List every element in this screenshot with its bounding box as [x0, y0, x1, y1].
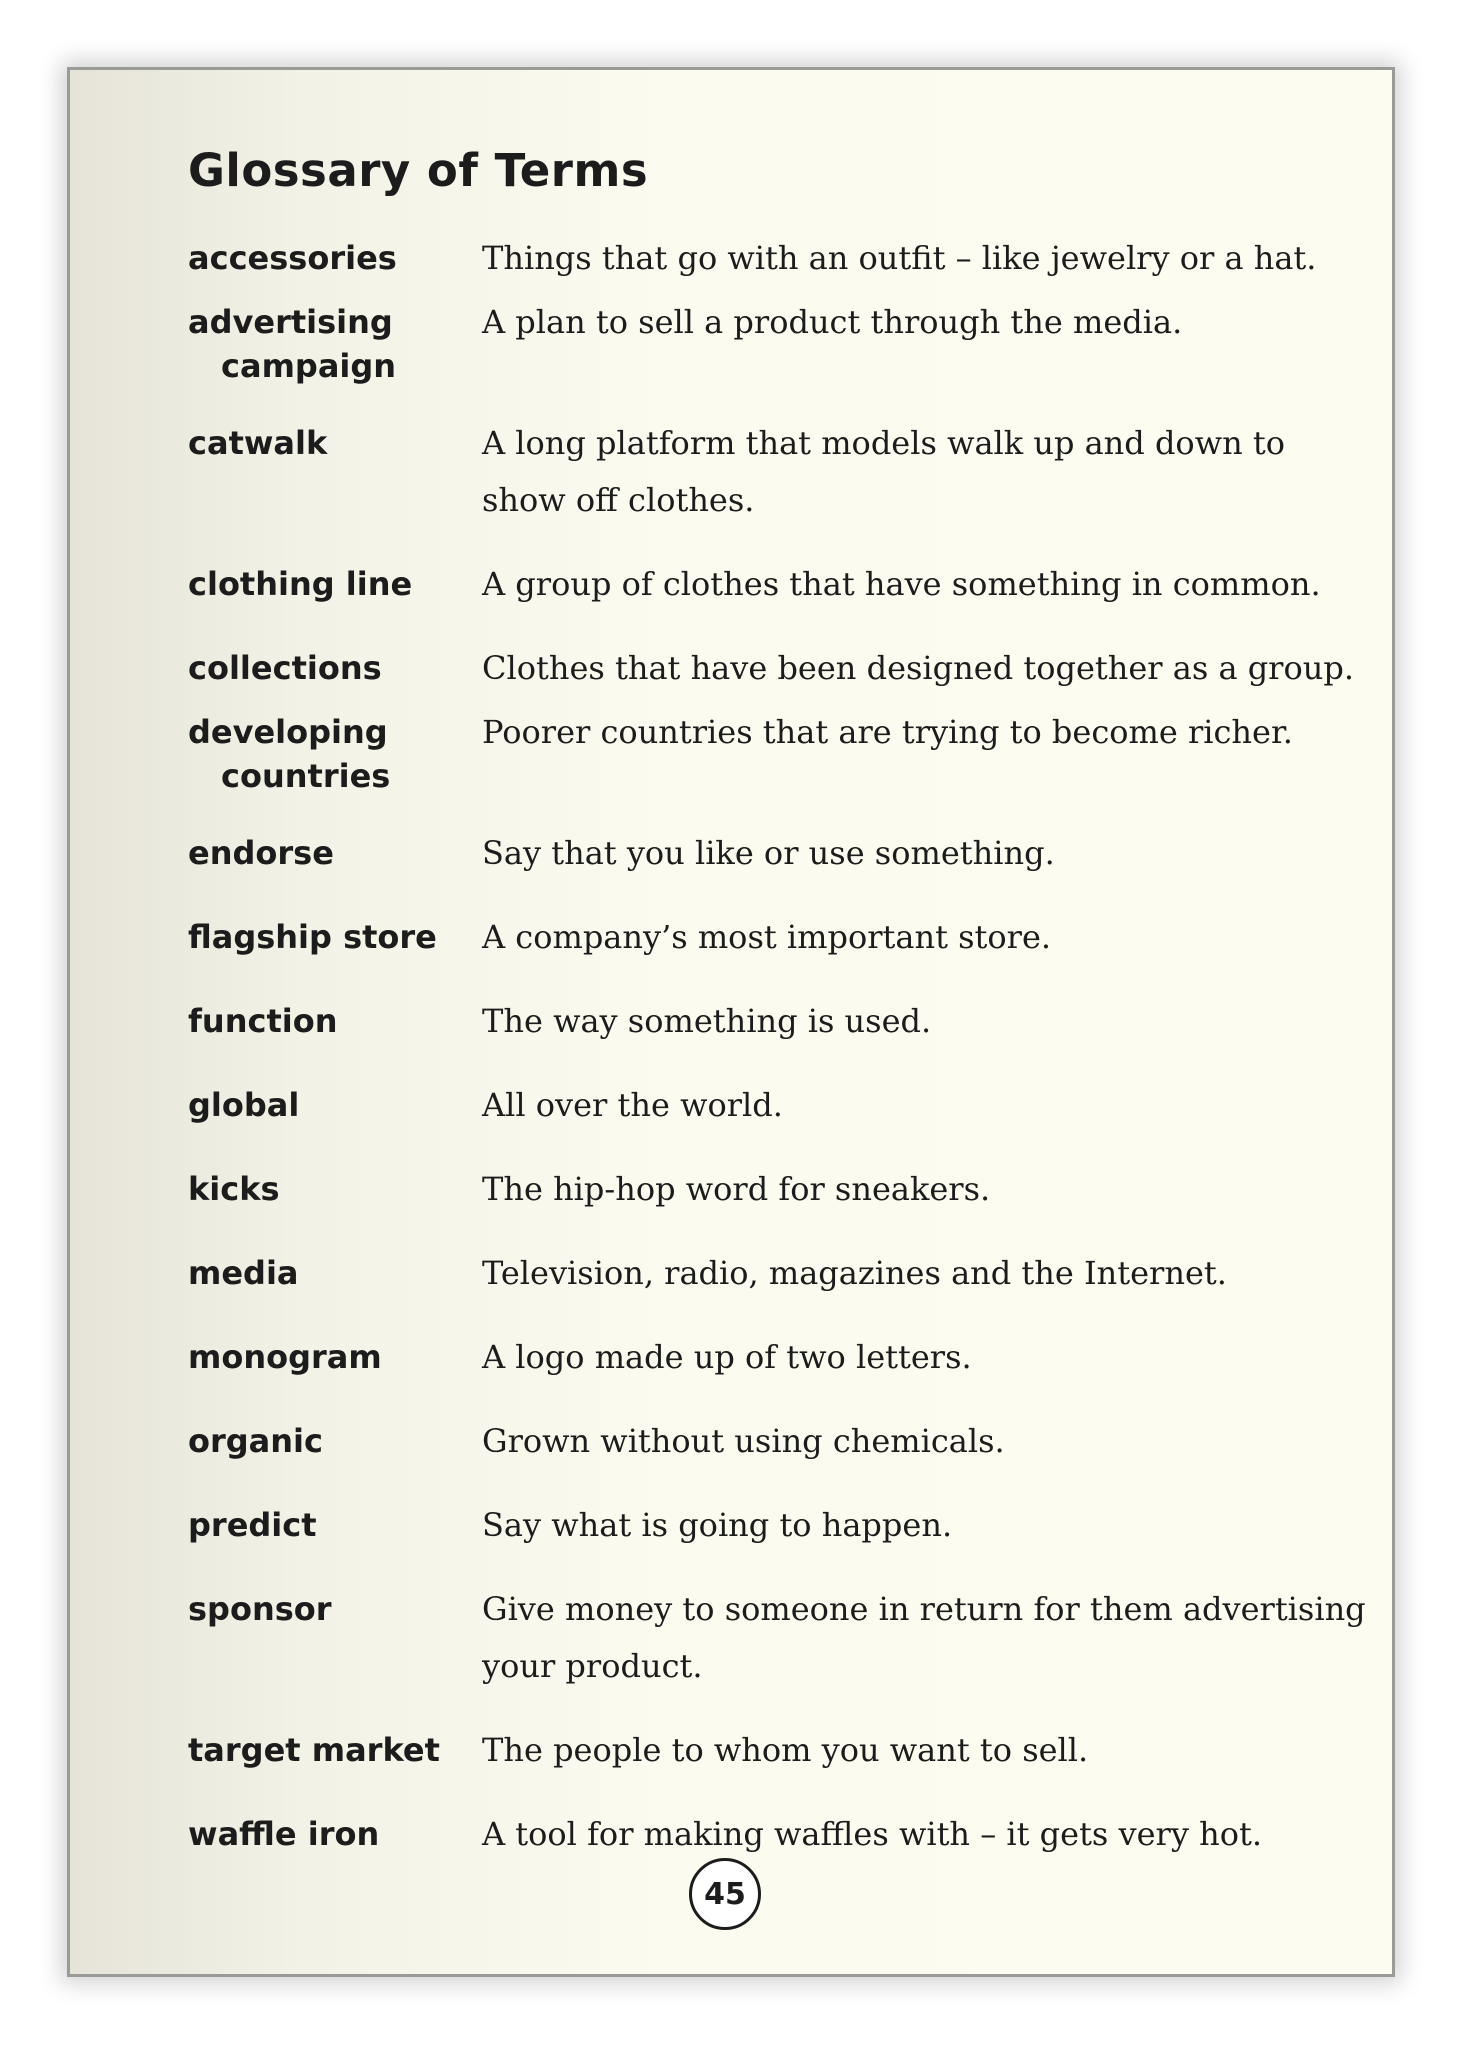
glossary-entry	[188, 1083, 1368, 1134]
glossary-definition: A company’s most important store.	[482, 918, 1052, 956]
glossary-term: global	[188, 1086, 300, 1124]
glossary-entry	[188, 831, 1368, 882]
glossary-definition: Things that go with an outfit – like jewelry or a hat.	[482, 239, 1317, 277]
glossary-definition: A group of clothes that have something in common.	[482, 565, 1321, 603]
glossary-term: monogram	[188, 1338, 382, 1376]
glossary-term: media	[188, 1254, 299, 1292]
glossary-term: catwalk	[188, 424, 328, 462]
glossary-entry	[188, 915, 1368, 966]
glossary-definition: A plan to sell a product through the media.	[482, 303, 1183, 341]
glossary-entry	[188, 421, 1368, 529]
glossary-entry	[188, 236, 1368, 287]
glossary-entry	[188, 1503, 1368, 1554]
glossary-term: advertising campaign	[188, 303, 397, 385]
book-page	[67, 67, 1395, 1977]
glossary-definition: A long platform that models walk up and down to show off clothes.	[482, 424, 1285, 519]
glossary-term: predict	[188, 1506, 317, 1544]
glossary-definition: A tool for making waffles with – it gets very hot.	[482, 1815, 1262, 1853]
glossary-entry	[188, 999, 1368, 1050]
glossary-term: collections	[188, 649, 382, 687]
page-number: 45	[689, 1858, 761, 1930]
glossary-term: clothing line	[188, 565, 413, 603]
glossary-definition: Give money to someone in return for them advertising your product.	[482, 1590, 1366, 1685]
glossary-entry	[188, 710, 1368, 798]
glossary-definition: The hip-hop word for sneakers.	[482, 1170, 991, 1208]
glossary-term: organic	[188, 1422, 323, 1460]
glossary-definition: The people to whom you want to sell.	[482, 1731, 1089, 1769]
glossary-definition: Television, radio, magazines and the Internet.	[482, 1254, 1227, 1292]
glossary-term: accessories	[188, 239, 397, 277]
glossary-entry	[188, 1335, 1368, 1386]
glossary-definition: Say that you like or use something.	[482, 834, 1055, 872]
glossary-definition: Grown without using chemicals.	[482, 1422, 1005, 1460]
page-title: Glossary of Terms	[188, 144, 649, 197]
glossary-definition: Poorer countries that are trying to become richer.	[482, 713, 1293, 751]
glossary-list	[188, 236, 1368, 1863]
glossary-definition: Clothes that have been designed together as a group.	[482, 649, 1354, 687]
glossary-entry	[188, 1728, 1368, 1779]
glossary-term: flagship store	[188, 918, 437, 956]
glossary-entry	[188, 1587, 1368, 1695]
glossary-definition: Say what is going to happen.	[482, 1506, 953, 1544]
glossary-definition: A logo made up of two letters.	[482, 1338, 972, 1376]
glossary-term: kicks	[188, 1170, 280, 1208]
glossary-term: sponsor	[188, 1590, 332, 1628]
glossary-entry	[188, 562, 1368, 613]
glossary-term: function	[188, 1002, 338, 1040]
glossary-term: developing countries	[188, 713, 391, 795]
glossary-term: target market	[188, 1731, 440, 1769]
glossary-term: waffle iron	[188, 1815, 380, 1853]
glossary-definition: The way something is used.	[482, 1002, 932, 1040]
glossary-entry	[188, 1167, 1368, 1218]
glossary-definition: All over the world.	[482, 1086, 783, 1124]
glossary-entry	[188, 646, 1368, 697]
glossary-entry	[188, 1419, 1368, 1470]
glossary-entry	[188, 300, 1368, 388]
glossary-entry	[188, 1812, 1368, 1863]
glossary-entry	[188, 1251, 1368, 1302]
glossary-term: endorse	[188, 834, 334, 872]
